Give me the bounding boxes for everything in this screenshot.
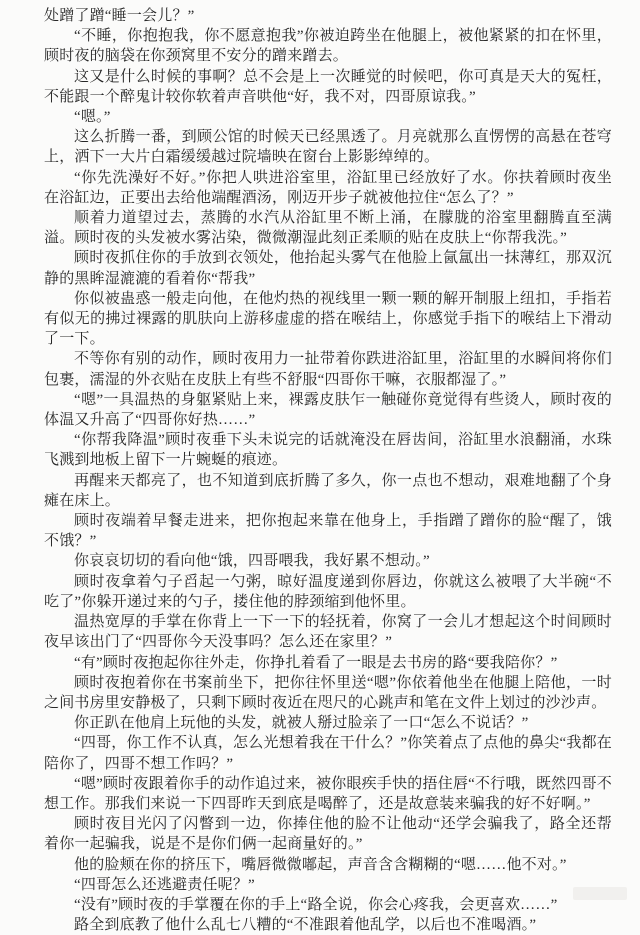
- paragraph: 顾时夜目光闪了闪瞥到一边，你捧住他的脸不让他动“还学会骗我了，路全还帮着你一起骗我，说是不是你们俩一起商量好的。”: [44, 816, 612, 853]
- watermark-smudge: [573, 887, 627, 900]
- paragraph: “不睡，你抱抱我，你不愿意抱我”你被迫跨坐在他腿上，被他紧紧的扣在怀里，顾时夜的脑袋在你颈窝里不安分的蹭来蹭去。: [44, 28, 612, 65]
- paragraph: “嗯”一具温热的身躯紧贴上来，裸露皮肤乍一触碰你竟觉得有些烫人，顾时夜的体温又升高了“四哥你好热……”: [44, 391, 612, 429]
- paragraph: 他的脸颊在你的挤压下，嘴唇微微嘟起，声音含含糊糊的“嗯……他不对。”: [74, 856, 567, 873]
- paragraph: 路全到底教了他什么乱七八糟的“不准跟着他乱学，以后也不准喝酒。”: [74, 917, 537, 934]
- paragraph: 顾时夜拿着勺子舀起一勺粥，晾好温度递到你唇边，你就这么被喂了大半碗“不吃了”你躲开递过来的勺子，搂住他的脖颈缩到他怀里。: [44, 573, 612, 610]
- paragraph: 你哀哀切切的看向他“饿，四哥喂我，我好累不想动。”: [74, 553, 430, 570]
- paragraph: “四哥怎么还逃避责任呢？”: [74, 876, 255, 893]
- paragraph: 顾时夜抱着你在书案前坐下，把你往怀里送“嗯”你依着他坐在他腿上陪他，一时之间书房里安静极了，只剩下顾时夜近在咫尺的心跳声和笔在文件上划过的沙沙声。: [44, 674, 612, 711]
- paragraph: 你似被蛊惑一般走向他，在他灼热的视线里一颗一颗的解开制服上纽扣，手指若有似无的拂过裸露的肌肤向上游移虚虚的搭在喉结上，你感觉手指下的喉结上下滑动了一下。: [44, 290, 612, 348]
- paragraph: “嗯。”: [74, 109, 111, 126]
- paragraph: “有”顾时夜抱起你往外走，你挣扎着看了一眼是去书房的路“要我陪你？”: [74, 654, 558, 671]
- paragraph: 这么折腾一番，到顾公馆的时候天已经黑透了。月亮就那么直愣愣的高悬在苍穹上，洒下一大片白霜缓缓越过院墙映在窗台上影影绰绰的。: [44, 129, 612, 166]
- paragraph: “你先洗澡好不好。”你把人哄进浴室里，浴缸里已经放好了水。你扶着顾时夜坐在浴缸边，正要出去给他端醒酒汤，刚迈开步子就被他拉住“怎么了？”: [44, 169, 612, 206]
- paragraph: 处蹭了蹭“睡一会儿？”: [44, 8, 195, 24]
- paragraph: 不等你有别的动作，顾时夜用力一扯带着你跌进浴缸里，浴缸里的水瞬间将你们包裹，濡湿的外衣贴在皮肤上有些不舒服“四哥你干嘛，衣服都湿了。”: [44, 351, 612, 388]
- paragraph: 你正趴在他肩上玩他的头发，就被人掰过脸亲了一口“怎么不说话？”: [74, 715, 529, 732]
- paragraph-container: [44, 6, 612, 935]
- paragraph: “四哥，你工作不认真，怎么光想着我在干什么？”你笑着点了点他的鼻尖“我都在陪你了，四哥不想工作吗？”: [44, 735, 612, 772]
- paragraph: “嗯”顾时夜跟着你手的动作追过来，被你眼疾手快的捂住唇“不行哦，既然四哥不想工作。那我们来说一下四哥昨天到底是喝醉了，还是故意装来骗我的好不好啊。”: [44, 775, 612, 812]
- paragraph: 顺着力道望过去，蒸腾的水汽从浴缸里不断上涌，在朦胧的浴室里翻腾直至满溢。顾时夜的头发被水雾沾染，微微潮湿此刻正柔顺的贴在皮肤上“你帮我洗。”: [44, 210, 612, 247]
- paragraph: 顾时夜端着早餐走进来，把你抱起来靠在他身上，手指蹭了蹭你的脸“醒了，饿不饿？”: [44, 513, 612, 550]
- paragraph: “没有”顾时夜的手掌覆在你的手上“路全说，你会心疼我，会更喜欢……”: [74, 896, 558, 913]
- paragraph: 温热宽厚的手掌在你背上一下一下的轻抚着，你窝了一会儿才想起这个时间顾时夜早该出门了“四哥你今天没事吗？怎么还在家里？”: [44, 614, 612, 651]
- paragraph: 再醒来天都亮了，也不知道到底折腾了多久，你一点也不想动，艰难地翻了个身瘫在床上。: [44, 472, 612, 509]
- paragraph: 这又是什么时候的事啊？总不会是上一次睡觉的时候吧，你可真是天大的冤枉，不能跟一个醉鬼计较你软着声音哄他“好，我不对，四哥原谅我。”: [44, 68, 612, 105]
- paragraph: “你帮我降温”顾时夜垂下头未说完的话就淹没在唇齿间，浴缸里水浪翻涌，水珠飞溅到地板上留下一片蜿蜒的痕迹。: [44, 432, 612, 469]
- paragraph: 顾时夜抓住你的手放到衣领处，他抬起头雾气在他脸上氤氲出一抹薄红，那双沉静的黑眸湿漉漉的看着你“帮我”: [44, 250, 612, 287]
